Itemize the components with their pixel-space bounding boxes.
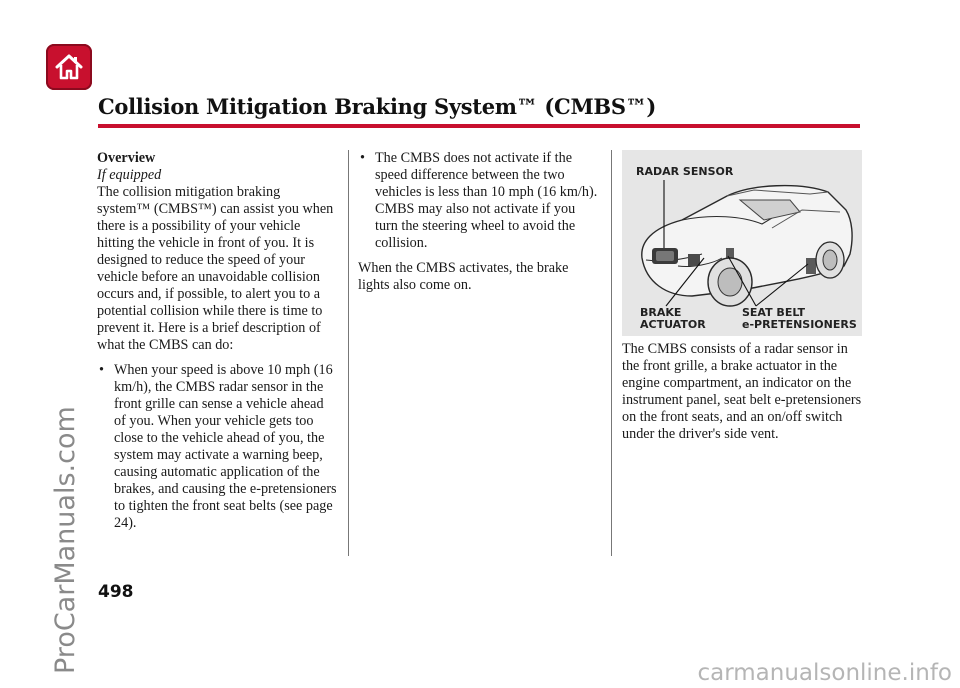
radar-sensor-label: RADAR SENSOR: [636, 165, 734, 178]
column-3: [622, 341, 862, 443]
page-title: Collision Mitigation Braking System™ (CMBS™): [98, 94, 657, 119]
seat-belt-label: [742, 307, 857, 331]
side-watermark: ProCarManuals.com: [50, 406, 81, 674]
column-1: [97, 150, 337, 532]
if-equipped-note: If equipped: [97, 167, 162, 183]
bullet-glyph: •: [99, 362, 104, 378]
column-2: [358, 150, 600, 294]
bullet-text: When your speed is above 10 mph (16 km/h), the CMBS radar sensor in the front grille can sense a vehicle ahead of you. When your vehicle gets too close to the vehicle ahead of you, the system may activate a warning beep, causing automatic application of the brakes, and causing the e-pretensioners to tighten the front seat belts (see page 24).: [114, 362, 337, 531]
home-button[interactable]: [46, 44, 92, 90]
bullet-item: [358, 150, 600, 252]
bullet-text: The CMBS does not activate if the speed difference between the two vehicles is less than 10 mph (16 km/h). CMBS may also not activate if you turn the steering wheel to avoid the collision.: [375, 150, 598, 251]
brake-lights-paragraph: When the CMBS activates, the brake lights also come on.: [358, 260, 569, 293]
cmbs-component-figure: [622, 150, 862, 336]
intro-paragraph: The collision mitigation braking system™ (CMBS™) can assist you when there is a possibility of your vehicle hitting the vehicle in front of you. It is designed to reduce the speed of your vehicle before an unavoidable collision occurs and, if possible, to alert you to a potential collision while there is time to prevent it. Here is a brief description of what the CMBS can do:: [97, 184, 334, 353]
brake-actuator-label-line2: ACTUATOR: [640, 318, 706, 331]
bottom-watermark: carmanualsonline.info: [697, 660, 952, 686]
column-divider: [611, 150, 612, 556]
home-icon: [53, 51, 85, 83]
bullet-item: [97, 362, 337, 532]
seat-belt-label-line2: e-PRETENSIONERS: [742, 318, 857, 331]
brake-actuator-label: [640, 307, 706, 331]
column-divider: [348, 150, 349, 556]
components-paragraph: The CMBS consists of a radar sensor in the front grille, a brake actuator in the engine compartment, an indicator on the instrument panel, seat belt e-pretensioners on the front seats, and an on/off switch under the driver's side vent.: [622, 341, 862, 442]
seat-belt-label-line1: SEAT BELT: [742, 306, 806, 319]
bullet-glyph: •: [360, 150, 365, 166]
title-rule: [98, 124, 860, 128]
page-number: 498: [98, 582, 134, 602]
overview-heading: Overview: [97, 150, 156, 166]
brake-actuator-label-line1: BRAKE: [640, 306, 682, 319]
